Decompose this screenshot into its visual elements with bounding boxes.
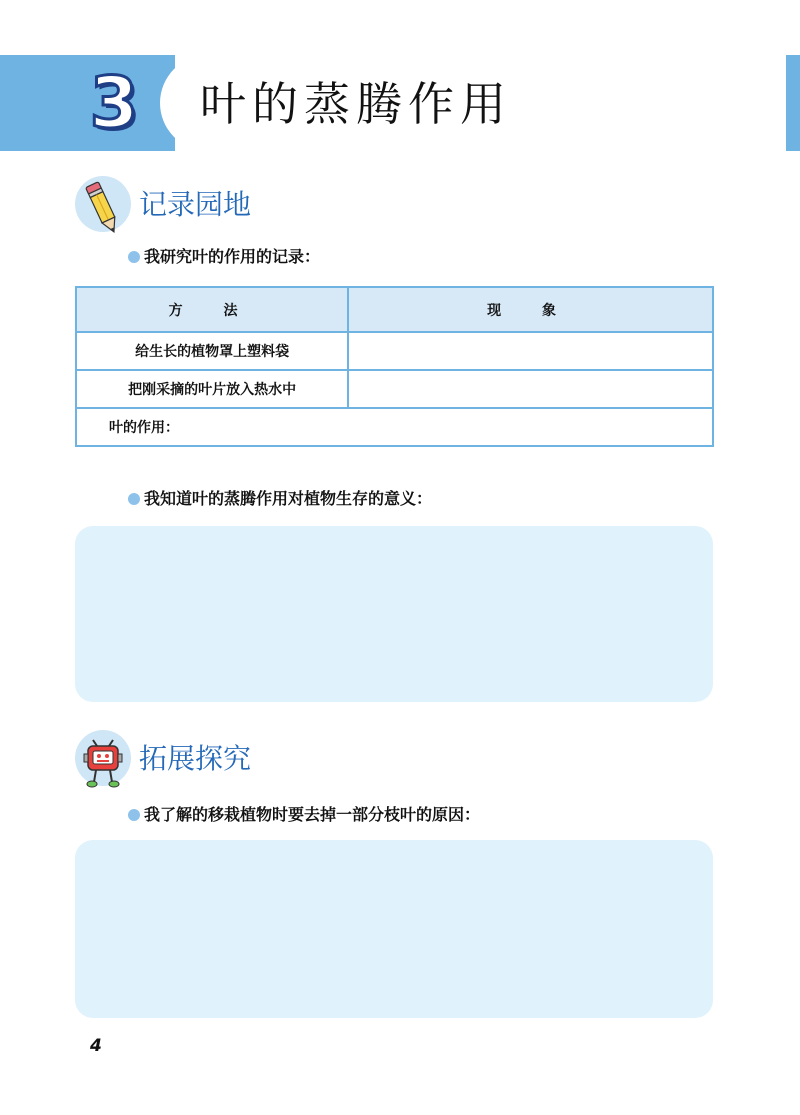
extend-answer-box[interactable] [75, 840, 713, 1018]
table-row [76, 370, 713, 408]
page-number: 4 [90, 1036, 102, 1056]
extend-section-header [75, 730, 395, 794]
table-row [76, 332, 713, 370]
table-cell-phenomenon-input[interactable] [348, 370, 713, 408]
bullet-dot-icon [128, 809, 140, 821]
robot-mascot-icon [75, 730, 131, 786]
table-cell-method: 给生长的植物罩上塑料袋 [76, 332, 348, 370]
chapter-banner [0, 55, 800, 151]
record-section-header [75, 176, 395, 240]
table-header-phenomenon: 现 象 [348, 287, 713, 332]
table-footer-row [76, 408, 713, 446]
table-header-method: 方 法 [76, 287, 348, 332]
extend-prompt-text: 我了解的移栽植物时要去掉一部分枝叶的原因： [144, 805, 481, 824]
extend-section-title: 拓展探究 [139, 742, 252, 775]
pencil-icon [75, 176, 131, 232]
bullet-dot-icon [128, 493, 140, 505]
chapter-number: 3 [89, 62, 139, 144]
table-footer-leaf-function[interactable]: 叶的作用： [76, 408, 713, 446]
table-cell-phenomenon-input[interactable] [348, 332, 713, 370]
table-cell-method: 把刚采摘的叶片放入热水中 [76, 370, 348, 408]
banner-right-band [786, 55, 800, 151]
bullet-dot-icon [128, 251, 140, 263]
record-section-title: 记录园地 [139, 188, 252, 221]
significance-prompt [128, 488, 432, 510]
extend-prompt [128, 804, 480, 826]
record-prompt [128, 246, 320, 268]
significance-prompt-text: 我知道叶的蒸腾作用对植物生存的意义： [144, 489, 433, 508]
record-table [75, 286, 714, 447]
chapter-title: 叶的蒸腾作用 [200, 77, 512, 131]
record-prompt-text: 我研究叶的作用的记录： [144, 247, 321, 266]
table-header-row [76, 287, 713, 332]
significance-answer-box[interactable] [75, 526, 713, 702]
